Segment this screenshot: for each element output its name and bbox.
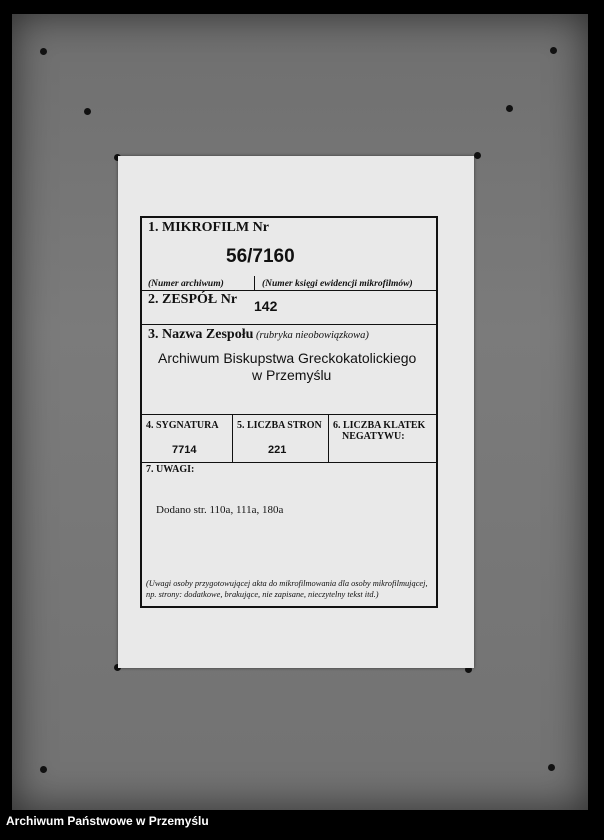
row-divider [142, 290, 436, 291]
fonds-name-label: 3. Nazwa Zespołu [148, 327, 254, 342]
remarks-value: Dodano str. 110a, 111a, 180a [156, 504, 284, 516]
pages-label: 5. LICZBA STRON [237, 420, 322, 431]
column-divider [232, 414, 233, 462]
pages-value: 221 [268, 444, 287, 456]
registration-dot [548, 764, 555, 771]
signature-value: 7714 [172, 444, 197, 456]
archive-footer: Archiwum Państwowe w Przemyślu [6, 814, 209, 828]
signature-label: 4. SYGNATURA [146, 420, 219, 431]
microfilm-form [140, 216, 438, 608]
registration-dot [84, 108, 91, 115]
footnote-line2: np. strony: dodatkowe, brakujące, nie zapisane, nieczytelny tekst itd.) [146, 590, 379, 599]
archive-number-caption: (Numer archiwum) [148, 279, 224, 289]
fonds-number: 142 [254, 298, 278, 314]
register-number-caption: (Numer księgi ewidencji mikrofilmów) [262, 279, 413, 289]
fonds-name-note: (rubryka nieobowiązkowa) [256, 330, 369, 341]
registration-dot [474, 152, 481, 159]
footnote-line1: (Uwagi osoby przygotowującej akta do mikrofilmowania dla osoby mikrofilmującej, [146, 579, 428, 588]
remarks-label: 7. UWAGI: [146, 464, 195, 475]
registration-dot [506, 105, 513, 112]
row-divider [142, 324, 436, 325]
microfilm-number: 56/7160 [226, 246, 295, 267]
fonds-name-line1: Archiwum Biskupstwa Greckokatolickiego [158, 350, 417, 366]
column-divider [254, 276, 255, 290]
frames-label-line2: NEGATYWU: [342, 431, 405, 442]
registration-dot [40, 766, 47, 773]
row-divider [142, 414, 436, 415]
column-divider [328, 414, 329, 462]
microfilm-label: 1. MIKROFILM Nr [148, 220, 269, 235]
registration-dot [40, 48, 47, 55]
fonds-name-line2: w Przemyślu [252, 367, 332, 383]
registration-dot [550, 47, 557, 54]
row-divider [142, 462, 436, 463]
frames-label-line1: 6. LICZBA KLATEK [333, 420, 426, 431]
fonds-label: 2. ZESPÓŁ Nr [148, 292, 238, 307]
